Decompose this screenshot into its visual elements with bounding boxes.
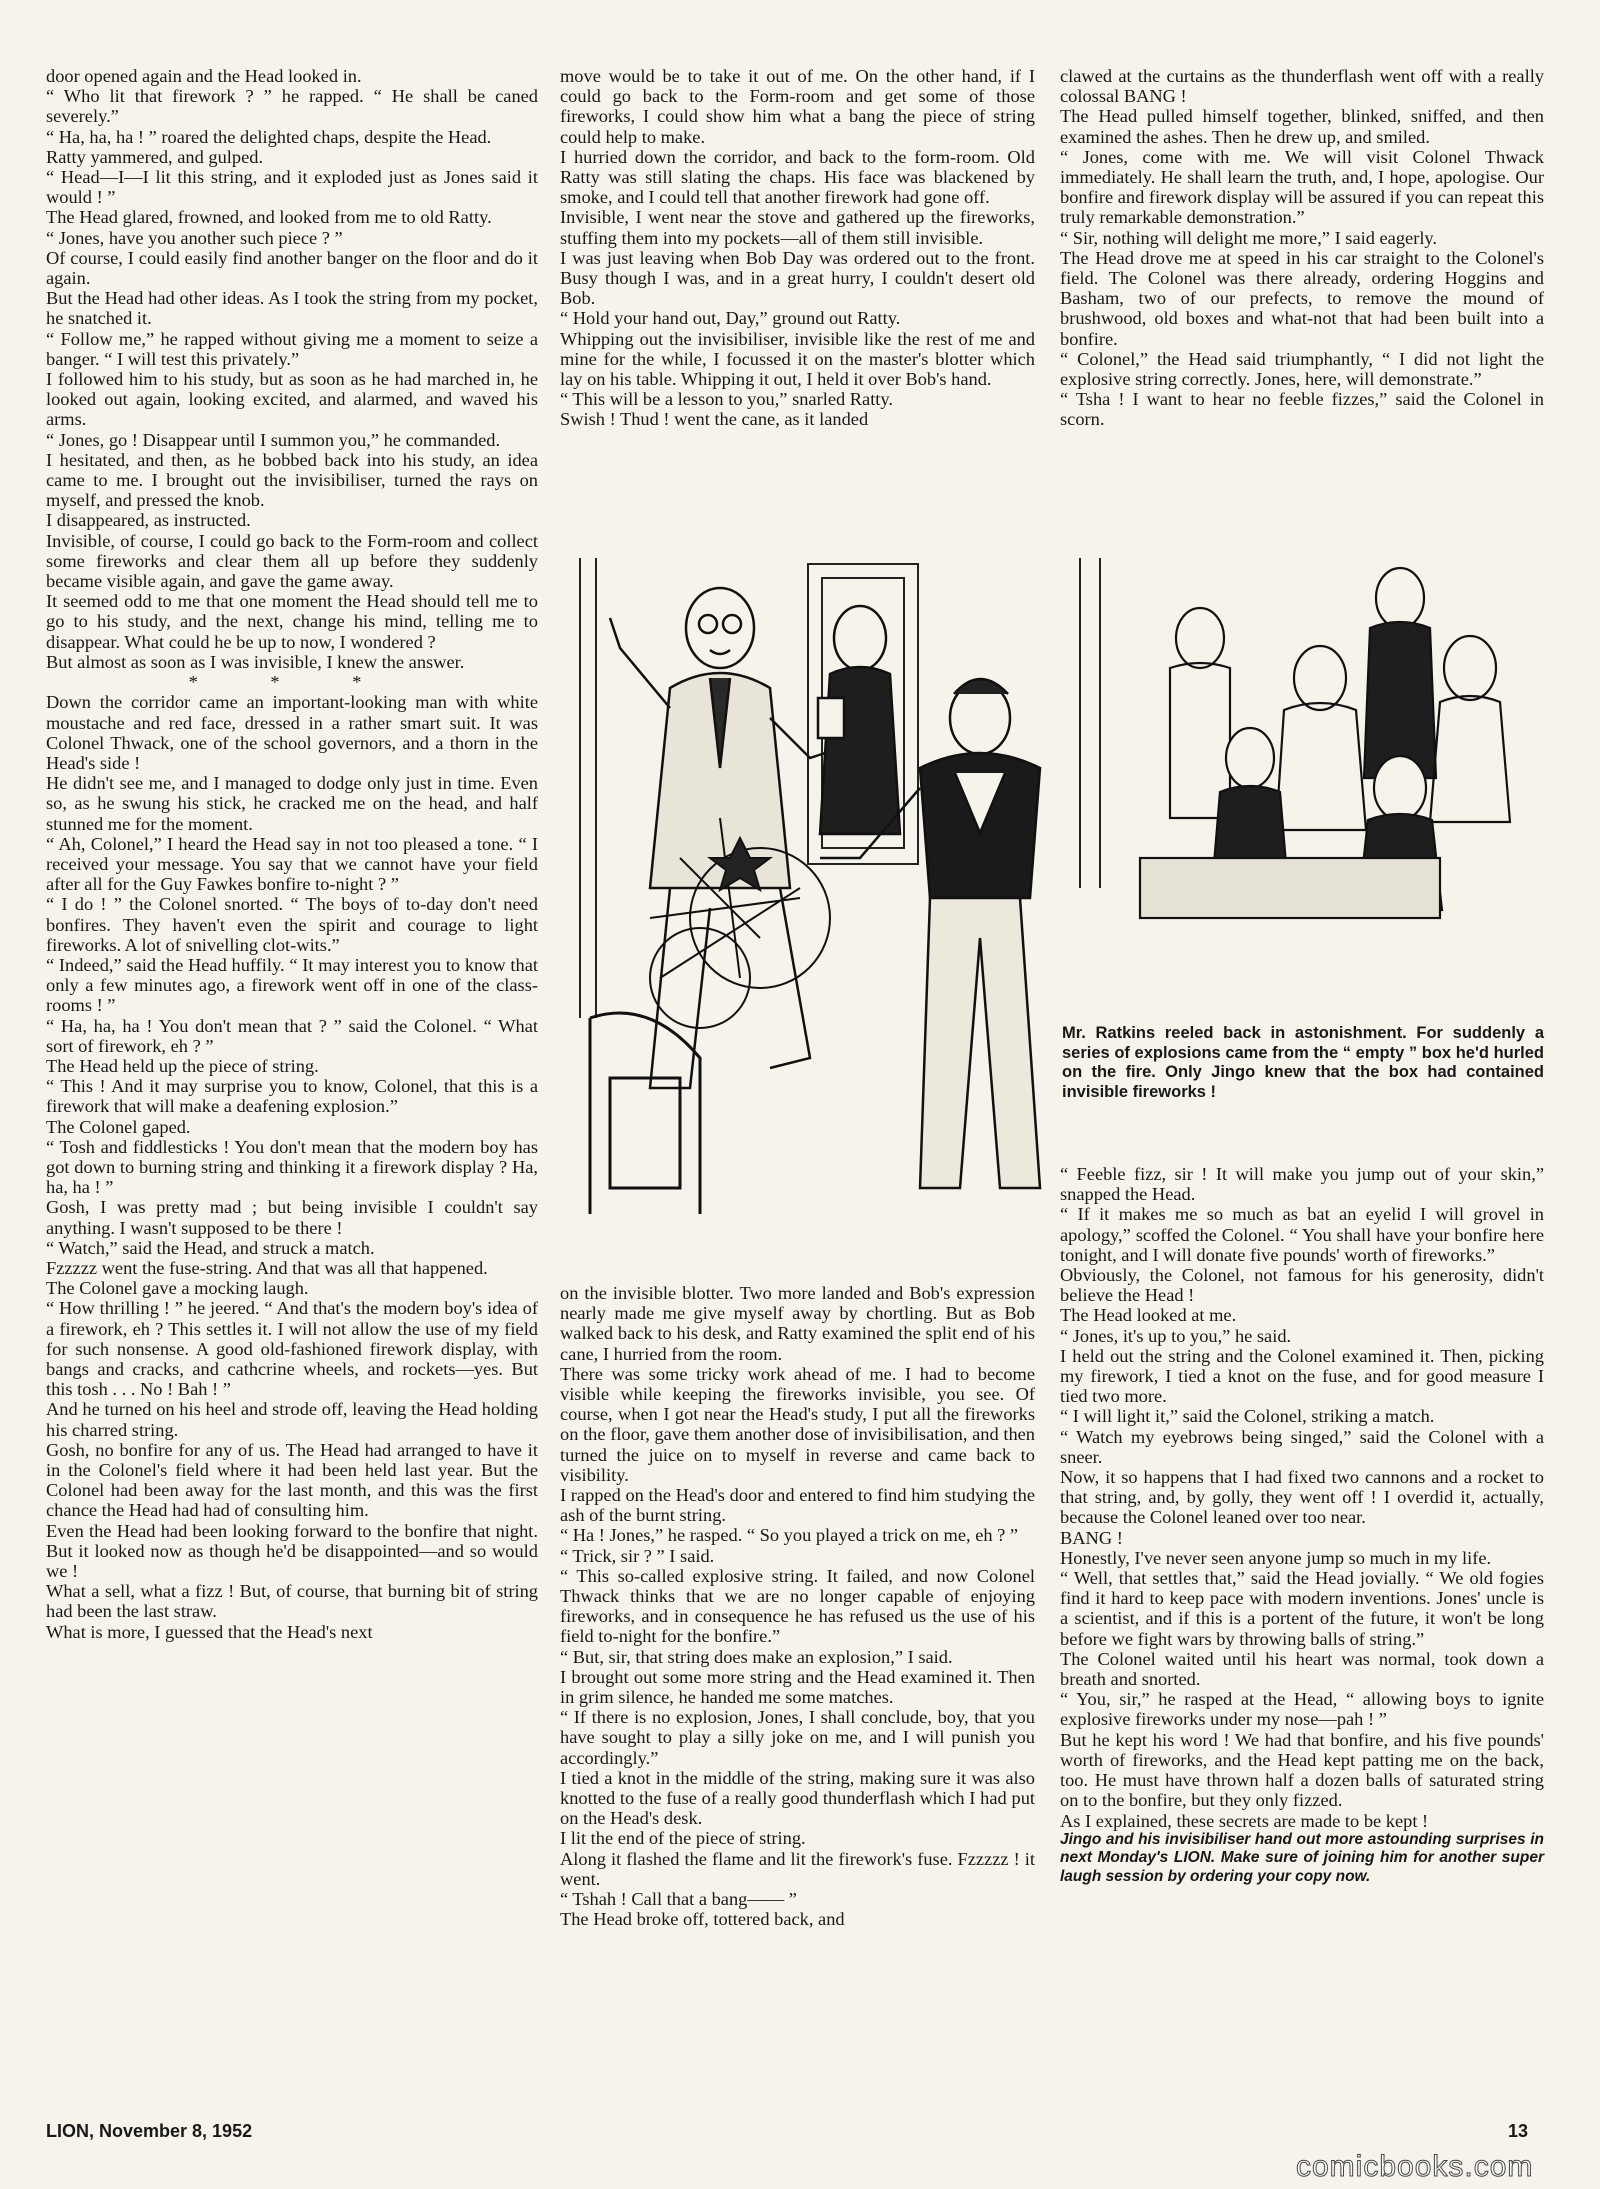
paragraph: The Colonel gaped. [46, 1116, 191, 1137]
paragraph: “ Follow me,” he rapped without giving me a moment to seize a banger. “ I will test this privately.” [46, 328, 538, 369]
paragraph: “ Jones, go ! Disappear until I summon you,” he commanded. [46, 429, 501, 450]
paragraph: “ But, sir, that string does make an explosion,” I said. [560, 1646, 953, 1667]
paragraph: There was some tricky work ahead of me. I had to become visible while keeping the fireworks invisible, you see. Of course, when I got near the Head's study, I put all the fireworks on the floor, gave them another dose of invisibilisation, and then turned the juice on to myself in reverse and came back to visibility. [560, 1363, 1035, 1485]
paragraph: The Head pulled himself together, blinked, sniffed, and then examined the ashes. Then he drew up, and smiled. [1060, 106, 1544, 147]
column-2-bottom [560, 1283, 1035, 1930]
paragraph: Gosh, no bonfire for any of us. The Head had arranged to have it in the Colonel's field where it had been held last year. But the Colonel had been away for the last month, and this was the first chance the Head had had of consulting him. [46, 1439, 538, 1521]
paragraph: “ This ! And it may surprise you to know, Colonel, that this is a firework that will make a deafening explosion.” [46, 1076, 538, 1117]
paragraph: “ Sir, nothing will delight me more,” I said eagerly. [1060, 227, 1438, 248]
paragraph: Invisible, I went near the stove and gathered up the fireworks, stuffing them into my pockets—all of them still invisible. [560, 207, 1035, 248]
paragraph: “ If there is no explosion, Jones, I shall conclude, boy, that you have sought to play a silly joke on me, and I will punish you accordingly.” [560, 1707, 1035, 1768]
paragraph: clawed at the curtains as the thunderflash went off with a really colossal BANG ! [1060, 66, 1544, 107]
paragraph: “ If it makes me so much as bat an eyelid I will grovel in apology,” scoffed the Colonel. “ You shall have your bonfire here tonight, and I will donate five pounds' worth of fireworks.” [1060, 1204, 1544, 1265]
illustration-drawing [560, 558, 1544, 1214]
paragraph: “ I will light it,” said the Colonel, striking a match. [1060, 1406, 1435, 1427]
paragraph: door opened again and the Head looked in. [46, 66, 362, 86]
paragraph: “ Watch,” said the Head, and struck a match. [46, 1237, 375, 1258]
paragraph: I was just leaving when Bob Day was ordered out to the front. Busy though I was, and in a great hurry, I couldn't desert old Bob. [560, 247, 1035, 309]
paragraph: “ Ah, Colonel,” I heard the Head say in not too pleased a tone. “ I received your message. You say that we cannot have your field after all for the Guy Fawkes bonfire to-night ? ” [46, 833, 538, 895]
paragraph: “ Jones, come with me. We will visit Colonel Thwack immediately. He shall learn the truth, and, I hope, apologise. Our bonfire and firework display will be assured if you can repeat this truly remarkable demonstration.” [1060, 146, 1544, 228]
paragraph: I brought out some more string and the Head examined it. Then in grim silence, he handed me some matches. [560, 1666, 1035, 1708]
paragraph: But almost as soon as I was invisible, I knew the answer. [46, 651, 465, 672]
paragraph: What is more, I guessed that the Head's next [46, 1621, 373, 1642]
paragraph: The Colonel gave a mocking laugh. [46, 1278, 309, 1299]
paragraph: “ Tsha ! I want to hear no feeble fizzes,” said the Colonel in scorn. [1060, 389, 1544, 430]
paragraph: The Head broke off, tottered back, and [560, 1909, 845, 1930]
paragraph: I disappeared, as instructed. [46, 510, 251, 531]
paragraph: I rapped on the Head's door and entered to find him studying the ash of the burnt string. [560, 1485, 1035, 1526]
paragraph: What a sell, what a fizz ! But, of course, that burning bit of string had been the last straw. [46, 1581, 538, 1622]
column-2-top [560, 66, 1035, 430]
paragraph: But he kept his word ! We had that bonfire, and his five pounds' worth of fireworks, and the Head kept patting me on the back, too. He must have thrown half a dozen balls of saturated string on to the bonfire, but they only fizzed. [1060, 1729, 1544, 1811]
paragraph: “ Colonel,” the Head said triumphantly, “ I did not light the explosive string correctly. Jones, here, will demonstrate.” [1060, 348, 1544, 390]
paragraph: “ Head—I—I lit this string, and it exploded just as Jones said it would ! ” [46, 167, 538, 208]
paragraph: Of course, I could easily find another banger on the floor and do it again. [46, 247, 538, 289]
paragraph: The Head glared, frowned, and looked from me to old Ratty. [46, 207, 492, 228]
paragraph: The Head drove me at speed in his car straight to the Colonel's field. The Colonel was there already, ordering Hoggins and Basham, two of our prefects, to remove the mound of brushwood, old boxes and what-not that had been built into a bonfire. [1060, 247, 1544, 349]
column-3-top [1060, 66, 1544, 430]
paragraph: He didn't see me, and I managed to dodge only just in time. Even so, as he swung his stick, he cracked me on the head, and half stunned me for the moment. [46, 773, 538, 834]
paragraph: Invisible, of course, I could go back to the Form-room and collect some fireworks and clear them all up before they suddenly became visible again, and gave the game away. [46, 530, 538, 592]
paragraph: I held out the string and the Colonel examined it. Then, picking my firework, I tied a knot on the fuse, and for good measure I tied two more. [1060, 1345, 1544, 1407]
paragraph: “ Indeed,” said the Head huffily. “ It may interest you to know that only a few minutes ago, a firework went off in one of the class-rooms ! ” [46, 954, 538, 1016]
paragraph: “ Who lit that firework ? ” he rapped. “ He shall be caned severely.” [46, 86, 538, 127]
paragraph: “ Hold your hand out, Day,” ground out Ratty. [560, 308, 901, 329]
paragraph: move would be to take it out of me. On the other hand, if I could go back to the Form-room and get some of those fireworks, I could show him what a bang the piece of string could help to make. [560, 66, 1035, 147]
paragraph: “ Well, that settles that,” said the Head jovially. “ We old fogies find it hard to keep pace with modern inventions. Jones' uncle is a scientist, and if this is a portent of the future, it won't be long before we fight wars by throwing balls of string.” [1060, 1568, 1544, 1649]
paragraph: “ Feeble fizz, sir ! It will make you jump out of your skin,” snapped the Head. [1060, 1164, 1544, 1205]
paragraph: It seemed odd to me that one moment the Head should tell me to go to his study, and the next, change his mind, telling me to disappear. What could he be up to now, I wondered ? [46, 591, 538, 652]
paragraph: The Head looked at me. [1060, 1305, 1237, 1326]
issue-footer: LION, November 8, 1952 [46, 2121, 253, 2141]
paragraph: “ Tosh and fiddlesticks ! You don't mean that the modern boy has got down to burning string and thinking it a firework display ? Ha, ha, ha ! ” [46, 1136, 538, 1198]
paragraph: I hurried down the corridor, and back to the form-room. Old Ratty was still slating the chaps. His face was blackened by smoke, and I could tell that another firework had gone off. [560, 146, 1035, 208]
paragraph: “ Watch my eyebrows being singed,” said the Colonel with a sneer. [1060, 1426, 1544, 1467]
illustration-caption: Mr. Ratkins reeled back in astonishment. For suddenly a series of explosions came from the “ empty ” box he'd hurled on the fire. Only Jingo knew that the box had contained invisible fireworks ! [1062, 1024, 1544, 1101]
paragraph: As I explained, these secrets are made to be kept ! [1060, 1810, 1429, 1831]
paragraph: Honestly, I've never seen anyone jump so much in my life. [1060, 1547, 1492, 1568]
column-3-bottom [1060, 1164, 1544, 1886]
story-illustration [560, 558, 1544, 1214]
paragraph: BANG ! [1060, 1527, 1123, 1548]
paragraph: “ Ha, ha, ha ! You don't mean that ? ” said the Colonel. “ What sort of firework, eh ? ” [46, 1015, 538, 1056]
paragraph: “ Trick, sir ? ” I said. [560, 1545, 715, 1566]
paragraph: Gosh, I was pretty mad ; but being invisible I couldn't say anything. I wasn't supposed to be there ! [46, 1197, 538, 1238]
paragraph: And he turned on his heel and strode off, leaving the Head holding his charred string. [46, 1399, 538, 1440]
paragraph: “ I do ! ” the Colonel snorted. “ The boys of to-day don't need bonfires. They haven't even the spirit and courage to light fireworks. A lot of snivelling clot-wits.” [46, 894, 538, 955]
paragraph: The Colonel waited until his heart was normal, took down a breath and snorted. [1060, 1648, 1544, 1690]
paragraph: “ Jones, it's up to you,” he said. [1060, 1325, 1292, 1346]
paragraph: on the invisible blotter. Two more landed and Bob's expression nearly made me give myself away by chortling. But as Bob walked back to his desk, and Ratty examined the split end of his cane, I hurried from the room. [560, 1283, 1035, 1364]
column-1 [46, 66, 538, 1642]
next-issue-blurb: Jingo and his invisibiliser hand out more astounding surprises in next Monday's LION. Make sure of joining him for another super laugh session by ordering your copy now. [1060, 1830, 1544, 1885]
paragraph: Whipping out the invisibiliser, invisible like the rest of me and mine for the while, I focussed it on the master's blotter which lay on his table. Whipping it out, I held it over Bob's hand. [560, 328, 1035, 390]
paragraph: I lit the end of the piece of string. [560, 1828, 806, 1849]
paragraph: Ratty yammered, and gulped. [46, 146, 264, 167]
paragraph: The Head held up the piece of string. [46, 1055, 319, 1076]
paragraph: Swish ! Thud ! went the cane, as it landed [560, 409, 869, 430]
paragraph: Now, it so happens that I had fixed two cannons and a rocket to that string, and, by golly, they went off ! I overdid it, actually, because the Colonel leaned over too near. [1060, 1467, 1544, 1528]
paragraph: Fzzzzz went the fuse-string. And that was all that happened. [46, 1257, 488, 1278]
paragraph: “ How thrilling ! ” he jeered. “ And that's the modern boy's idea of a firework, eh ? This settles it. I will not allow the use of my field for such nonsense. A good old-fashioned firework display, with bangs and cracks, and cathcrine wheels, and rockets—yes. But this tosh . . . No ! Bah ! ” [46, 1298, 538, 1400]
paragraph: “ Ha, ha, ha ! ” roared the delighted chaps, despite the Head. [46, 126, 492, 147]
paragraph: But the Head had other ideas. As I took the string from my pocket, he snatched it. [46, 288, 538, 329]
paragraph: I followed him to his study, but as soon as he had marched in, he looked out again, looking excited, and alarmed, and waved his arms. [46, 369, 538, 430]
page-number: 13 [1508, 2121, 1529, 2141]
watermark: comicbooks.com [1296, 2150, 1534, 2183]
section-break: * * * [188, 672, 396, 693]
paragraph: “ This will be a lesson to you,” snarled Ratty. [560, 389, 894, 410]
paragraph: I hesitated, and then, as he bobbed back into his study, an idea came to me. I brought out the invisibiliser, turned the rays on myself, and pressed the knob. [46, 449, 538, 511]
paragraph: Along it flashed the flame and lit the firework's fuse. Fzzzzz ! it went. [560, 1848, 1035, 1889]
paragraph: Even the Head had been looking forward to the bonfire that night. But it looked now as though he'd be disappointed—and so would we ! [46, 1520, 538, 1582]
paragraph: “ You, sir,” he rasped at the Head, “ allowing boys to ignite explosive fireworks under my nose—pah ! ” [1060, 1689, 1544, 1730]
paragraph: “ This so-called explosive string. It failed, and now Colonel Thwack thinks that we are no longer capable of enjoying fireworks, and in consequence he has refused us the use of his field to-night for the bonfire.” [560, 1565, 1035, 1647]
paragraph: Obviously, the Colonel, not famous for his generosity, didn't believe the Head ! [1060, 1265, 1544, 1306]
paragraph: “ Ha ! Jones,” he rasped. “ So you played a trick on me, eh ? ” [560, 1525, 1019, 1546]
paragraph: “ Tshah ! Call that a bang—— ” [560, 1889, 797, 1910]
paragraph: Down the corridor came an important-looking man with white moustache and red face, dressed in a rather smart suit. It was Colonel Thwack, one of the school governors, and a thorn in the Head's side ! [46, 692, 538, 773]
paragraph: “ Jones, have you another such piece ? ” [46, 227, 343, 248]
paragraph: I tied a knot in the middle of the string, making sure it was also knotted to the fuse of a really good thunderflash which I had put on the Head's desk. [560, 1767, 1035, 1829]
